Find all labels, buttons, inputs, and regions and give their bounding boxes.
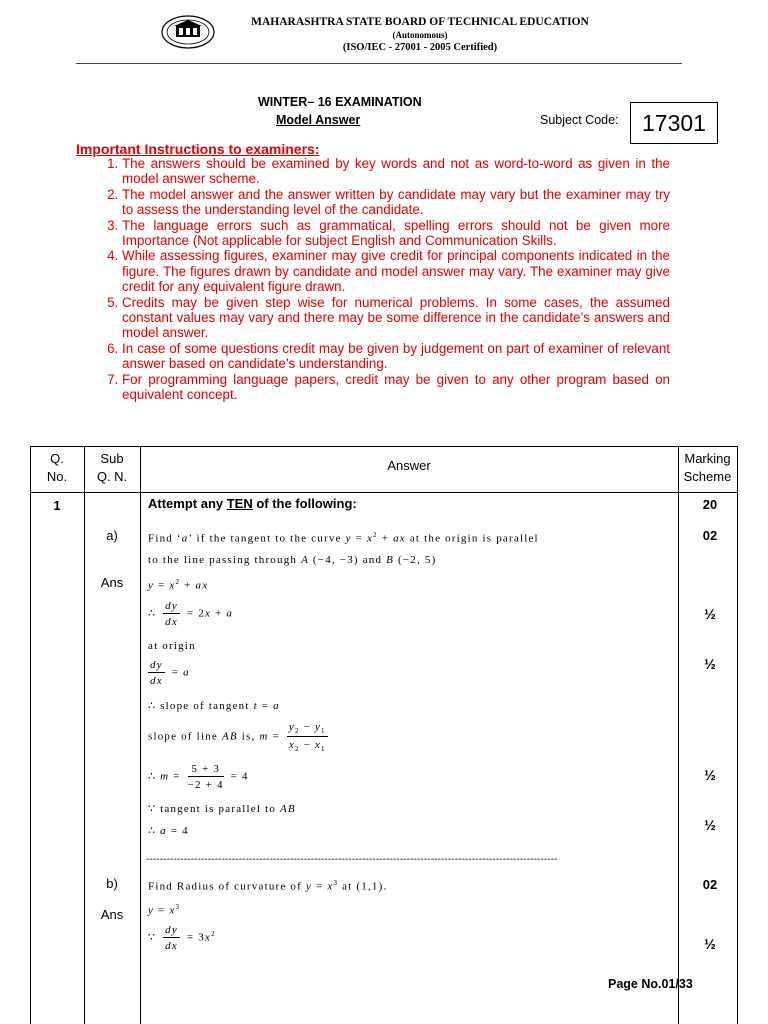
sub-question-label: a) <box>106 528 118 543</box>
step-marks: ½ <box>704 767 716 783</box>
instruction-item: 2. The model answer and the answer written by candidate may vary but the examiner may try to assess the understanding level of the candidate. <box>122 187 670 218</box>
attempt-instruction: Attempt any TEN of the following: <box>148 496 357 511</box>
instruction-item: 4. While assessing figures, examiner may give credit for principal components indicated in the figure. The figures drawn by candidate and model answer may vary. The examiner may give credit for any equivalent figure drawn. <box>122 248 670 294</box>
table-col-border <box>140 446 141 1024</box>
instructions-list <box>76 156 670 403</box>
autonomous-label: (Autonomous) <box>392 30 448 40</box>
instruction-item: 5. Credits may be given step wise for numerical problems. In some cases, the assumed constant values may vary and there may be some difference in the candidate’s answers and model answer. <box>122 295 670 341</box>
sub-question-marks: 02 <box>702 528 718 543</box>
question-number: 1 <box>53 498 61 513</box>
col-header-qno: Q. No. <box>46 451 68 484</box>
math-step: $y = x^2$ + ax <box>148 578 209 592</box>
math-question-line: Find Radius of curvature of $y = x^3$ at (1,1). <box>148 879 388 893</box>
instructions-heading: Important Instructions to examiners: <box>76 141 320 157</box>
instruction-item: 3. The language errors such as grammatical, spelling errors should not be given more Importance (Not applicable for subject English and Communication Skills. <box>122 218 670 249</box>
table-col-border <box>737 446 738 1024</box>
table-header-border <box>30 492 737 493</box>
col-header-answer: Answer <box>387 458 431 473</box>
math-step: ∴ m = $\frac{5 + 3}{-2 + 4}$ = 4 <box>148 763 249 791</box>
col-header-sub: Sub Q. N. <box>96 451 128 484</box>
math-step: $y = x^3$ <box>148 903 181 917</box>
math-step: $\frac{dy}{dx}$ = a <box>150 659 190 687</box>
step-marks: ½ <box>704 606 716 622</box>
instruction-item: 6. In case of some questions credit may be given by judgement on part of examiner of relevant answer based on candidate’s understanding. <box>122 341 670 372</box>
exam-title: WINTER– 16 EXAMINATION <box>258 95 422 109</box>
math-step: ∵ $\frac{dy}{dx}$ = $3x^2$ <box>148 924 216 952</box>
math-step: slope of line AB is, m = $\frac{y_2 - y_1}{x_2 - x_1}$ <box>148 721 326 754</box>
answer-separator: ------------------------------------------------------------------------------------------------------------------------ <box>146 854 558 865</box>
math-step: ∴ $\frac{dy}{dx}$ = 2x + a <box>148 600 234 628</box>
table-top-border <box>30 446 737 447</box>
math-question-line: to the line passing through A (−4, −3) and B (−2, 5) <box>148 554 437 566</box>
answer-label: Ans <box>100 575 124 590</box>
instruction-item: 7. For programming language papers, credit may be given to any other program based on equivalent concept. <box>122 372 670 403</box>
subject-code-box <box>630 102 718 144</box>
instruction-item: 1. The answers should be examined by key words and not as word-to-word as given in the model answer scheme. <box>122 156 670 187</box>
step-marks: ½ <box>704 656 716 672</box>
page-number: Page No.01/33 <box>608 977 693 991</box>
subject-code: 17301 <box>642 110 706 136</box>
table-col-border <box>30 446 31 1024</box>
math-step: ∵ tangent is parallel to AB <box>148 803 296 815</box>
math-question-line: Find ‘a’ if the tangent to the curve $y = x^2$ + ax at the origin is parallel <box>148 531 539 545</box>
col-header-marking: Marking Scheme <box>683 451 732 484</box>
sub-question-label: b) <box>106 876 118 891</box>
step-marks: ½ <box>704 936 716 952</box>
step-marks: ½ <box>704 817 716 833</box>
table-col-border <box>678 446 679 1024</box>
math-step: ∴ a = 4 <box>148 825 189 837</box>
total-marks: 20 <box>702 497 718 512</box>
math-step: ∴ slope of tangent t = a <box>148 700 280 712</box>
sub-question-marks: 02 <box>702 877 718 892</box>
subject-code-label: Subject Code: <box>540 113 619 127</box>
answer-label: Ans <box>100 907 124 922</box>
math-step: at origin <box>148 640 196 652</box>
header-divider <box>76 63 682 64</box>
model-answer-title: Model Answer <box>276 113 361 127</box>
board-name: MAHARASHTRA STATE BOARD OF TECHNICAL EDUCATION <box>251 16 589 28</box>
certification-label: (ISO/IEC - 27001 - 2005 Certified) <box>342 42 498 53</box>
